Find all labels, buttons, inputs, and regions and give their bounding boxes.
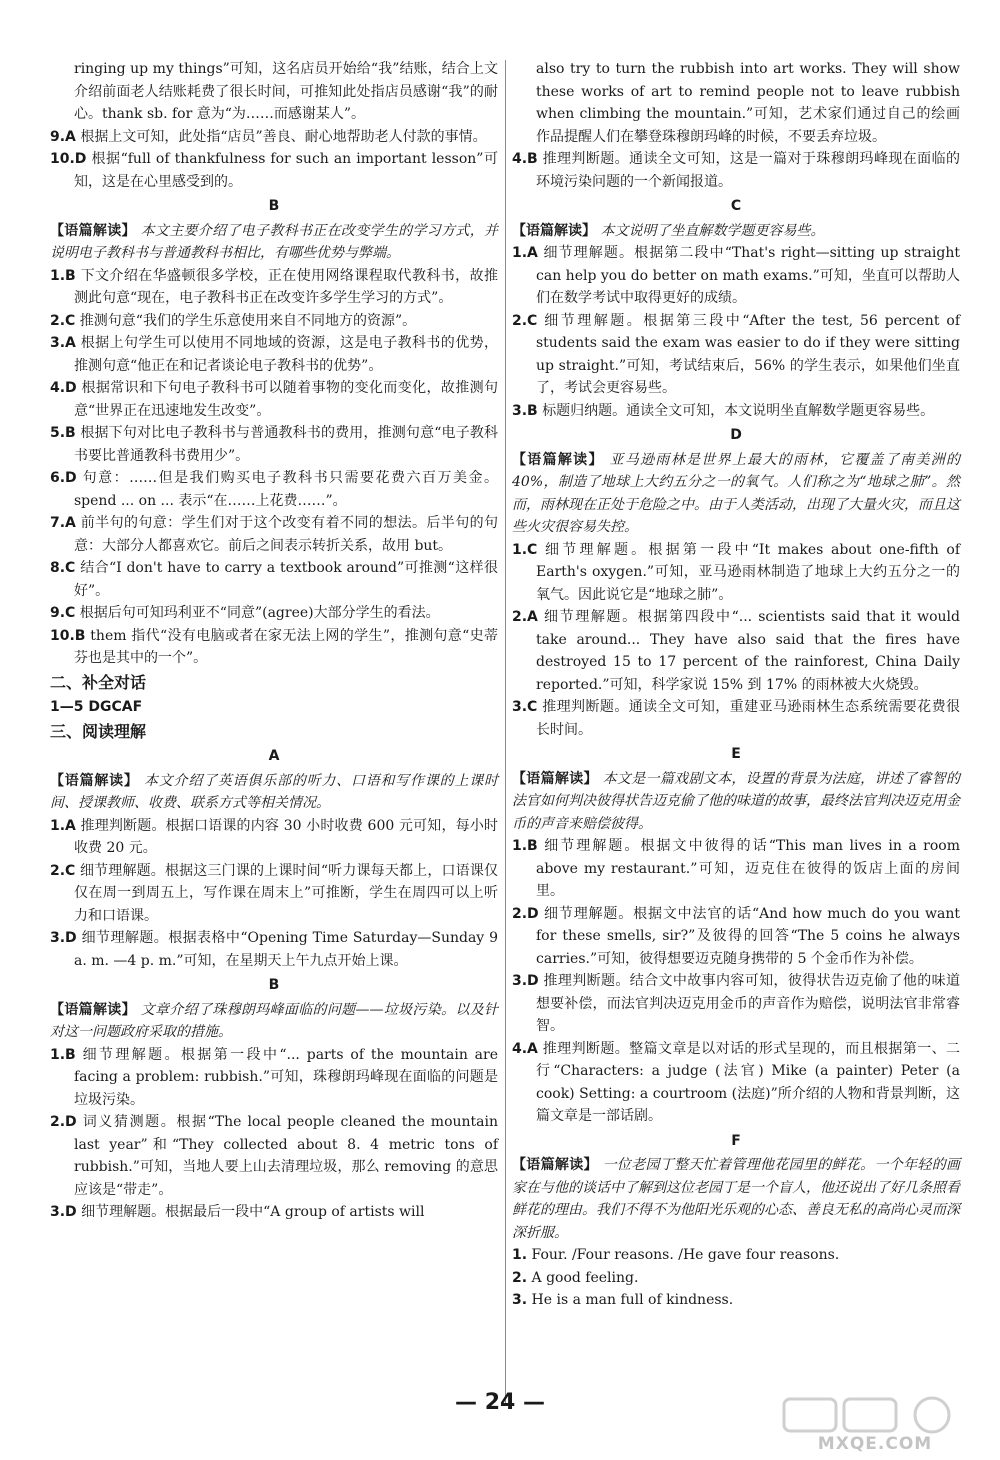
answer-number: 1.B — [512, 838, 538, 854]
summary-text: 亚马逊雨林是世界上最大的雨林，它覆盖了南美洲的 40%，制造了地球上大约五分之一的氧气。人们称之为“地球之肺”。然而，雨林现在正处于危险之中。由于人类活动，出现了大量火灾，而且这些火灾很容易失控。 — [512, 451, 961, 535]
section-title: F — [731, 1132, 741, 1149]
answer-text: 根据“full of thankfulness for such an important lesson”可知，这是在心里感受到的。 — [74, 151, 498, 190]
answer-item — [512, 1038, 960, 1128]
answer-number: 1.C — [512, 541, 538, 558]
answer-item — [50, 310, 498, 333]
answer-item — [512, 1244, 960, 1267]
answer-number: 3.D — [50, 930, 77, 946]
answer-text: 结合“I don't have to carry a textbook around”可推测“这样很好”。 — [74, 560, 498, 599]
answer-text: 推测句意“我们的学生乐意使用来自不同地方的资源”。 — [79, 312, 417, 329]
answer-item — [512, 696, 960, 741]
answer-item — [50, 332, 498, 377]
answer-text: 前半句的句意：学生们对于这个改变有着不同的想法。后半句的句意：大部分人都喜欢它。前后之间表示转折关系，故用 but。 — [74, 515, 499, 554]
summary-text: 本文是一篇戏剧文本，设置的背景为法庭，讲述了睿智的法官如何判决彼得状告迈克偷了他的味道的故事，最终法官判决迈克用金币的声音来赔偿彼得。 — [512, 770, 961, 832]
passage-summary — [512, 449, 960, 539]
answer-number: 1.A — [50, 817, 76, 834]
column-divider — [505, 60, 506, 1405]
answer-number: 2.D — [512, 905, 539, 922]
answer-text: 推理判断题。通读全文可知，这是一篇对于珠穆朗玛峰现在面临的环境污染问题的一个新闻报道。 — [536, 151, 960, 190]
answer-item — [50, 927, 498, 972]
right-column — [512, 58, 960, 1312]
left-column — [50, 58, 498, 1224]
answer-text: 推理判断题。通读全文可知，重建亚马逊雨林生态系统需要花费很长时间。 — [536, 699, 960, 738]
passage-summary — [50, 770, 498, 815]
answer-text: 词义猜测题。根据“The local people cleaned the mountain last year”和“They collected about 8. 4 metric tons of rubbish.”可知，当地人要上山去清理垃圾，那么 removing 的意思应该是“带走”。 — [74, 1114, 498, 1198]
answer-item — [512, 835, 960, 903]
answer-item — [512, 148, 960, 193]
passage-summary — [512, 1154, 960, 1244]
answer-text: 细节理解题。根据第三段中“After the test, 56 percent of students said the exam was easier to do if they were sitting up straight.”可知，考试结束后，56% 的学生表示，如果他们坐直了，考试会更容易些。 — [536, 312, 960, 396]
answer-number: 1. — [512, 1247, 528, 1263]
answer-text: Four. /Four reasons. /He gave four reasons. — [531, 1247, 840, 1263]
part-heading: 三、阅读理解 — [50, 721, 147, 741]
answer-item — [50, 265, 498, 310]
summary-tag: 【语篇解读】 — [50, 772, 139, 789]
answer-number: 1.A — [512, 245, 538, 261]
answer-number: 2. — [512, 1269, 528, 1286]
answer-number: 9.A — [50, 128, 76, 145]
answer-number: 9.C — [50, 605, 76, 621]
answer-number: 2.D — [50, 1114, 77, 1130]
answer-item — [50, 557, 498, 602]
answer-number: 3.D — [512, 973, 539, 989]
section-title: E — [731, 746, 741, 762]
summary-text: 本文主要介绍了电子教科书正在改变学生的学习方式，并说明电子教科书与普通教科书相比，有哪些优势与弊端。 — [50, 222, 499, 261]
answer-number: 2.C — [50, 862, 76, 879]
answer-item — [50, 1044, 498, 1112]
section-title: B — [268, 198, 280, 214]
answer-text: 根据下句对比电子教科书与普通教科书的费用，推测句意“电子教科书要比普通教科书费用少”。 — [74, 425, 499, 464]
answer-text: 根据上文可知，此处指“店员”善良、耐心地帮助老人付款的事情。 — [80, 128, 487, 145]
continued-text: ringing up my things”可知，这名店员开始给“我”结账，结合上文介绍前面老人结账耗费了很长时间，可推知此处指店员感谢“我”的耐心。thank sb. for 意为“为……而感谢某人”。 — [74, 61, 498, 122]
passage-summary — [50, 220, 498, 265]
summary-tag: 【语篇解读】 — [50, 1001, 136, 1018]
answer-text: 细节理解题。根据文中彼得的话“This man lives in a room above my restaurant.”可知，迈克住在彼得的饭店上面的房间里。 — [536, 838, 960, 899]
answer-number: 1.B — [50, 267, 76, 284]
summary-tag: 【语篇解读】 — [512, 770, 598, 787]
answer-number: 3. — [512, 1292, 528, 1308]
section-title: D — [730, 427, 742, 443]
answer-item — [512, 606, 960, 696]
answer-item — [512, 400, 960, 423]
section-title: B — [268, 977, 280, 993]
answer-item — [512, 539, 960, 607]
answer-number: 4.B — [512, 151, 538, 167]
answer-text: 细节理解题。根据第一段中“... parts of the mountain are facing a problem: rubbish.”可知，珠穆朗玛峰现在面临的问题是垃圾污染。 — [74, 1046, 499, 1108]
answer-number: 10.D — [50, 151, 87, 167]
answer-text: 根据常识和下句电子教科书可以随着事物的变化而变化，故推测句意“世界正在迅速地发生改变”。 — [74, 380, 498, 419]
answer-number: 4.D — [50, 380, 77, 396]
summary-text: 本文说明了坐直解数学题更容易些。 — [600, 222, 825, 239]
answer-item — [50, 815, 498, 860]
section-title: A — [268, 748, 280, 764]
answer-number: 4.A — [512, 1040, 538, 1057]
summary-text: 一位老园丁整天忙着管理他花园里的鲜花。一个年轻的画家在与他的谈话中了解到这位老园丁是一个盲人，他还说出了好几条照看鲜花的理由。我们不得不为他阳光乐观的心态、善良无私的高尚心灵而深深折服。 — [512, 1157, 961, 1241]
passage-summary — [50, 999, 498, 1044]
answer-item — [50, 467, 498, 512]
answer-text: 推理判断题。根据口语课的内容 30 小时收费 600 元可知，每小时收费 20 元。 — [74, 817, 498, 856]
answer-text: 细节理解题。根据这三门课的上课时间“听力课每天都上，口语课仅仅在周一到周五上，写作课在周末上”可推断，学生在周四可以上听力和口语课。 — [74, 862, 499, 924]
answer-number: 1.B — [50, 1046, 76, 1063]
answer-text: 细节理解题。根据文中法官的话“And how much do you want for these smells, sir?”及彼得的回答“The 5 coins he always carries.”可知，彼得想要迈克随身携带的 5 个金币作为补偿。 — [536, 905, 961, 967]
answer-number: 5.B — [50, 425, 76, 441]
answer-text: He is a man full of kindness. — [531, 1292, 734, 1308]
answer-item — [50, 625, 498, 670]
answer-text: 标题归纳题。通读全文可知，本文说明坐直解数学题更容易些。 — [542, 402, 935, 419]
answer-item — [50, 422, 498, 467]
answer-item — [50, 377, 498, 422]
answer-item — [512, 1267, 960, 1290]
answer-text: 推理判断题。整篇文章是以对话的形式呈现的，而且根据第一、二行“Characters: a judge (法官) Mike (a painter) Peter (a cook) Setting: a courtroom (法庭)”所介绍的人物和背景判断，这篇文章是一部话剧。 — [536, 1040, 961, 1124]
summary-text: 本文介绍了英语俱乐部的听力、口语和写作课的上课时间、授课教师、收费、联系方式等相关情况。 — [50, 772, 499, 811]
answer-item — [50, 860, 498, 928]
page-number: — 24 — — [455, 1390, 545, 1415]
answer-number: 8.C — [50, 560, 76, 576]
watermark-glyphs-icon — [780, 1395, 970, 1435]
answer-item — [50, 1201, 498, 1224]
answer-number: 3.D — [50, 1204, 77, 1220]
section-title: C — [730, 198, 742, 214]
answer-text: them 指代“没有电脑或者在家无法上网的学生”，推测句意“史蒂芬也是其中的一个”。 — [74, 627, 499, 666]
answer-item — [50, 1111, 498, 1201]
summary-tag: 【语篇解读】 — [50, 222, 136, 239]
summary-tag: 【语篇解读】 — [512, 1157, 598, 1173]
answer-text: 细节理解题。根据第四段中“... scientists said that it would take around... They have also said that the fires have destroyed 15 to 17 percent of the rainforest, China Daily reported.”可知，科学家说 15% 到 17% 的雨林被大火烧毁。 — [536, 609, 960, 693]
answer-text: 根据上句学生可以使用不同地域的资源，这是电子教科书的优势，推测句意“他正在和记者谈论电子教科书的优势”。 — [74, 335, 499, 374]
summary-tag: 【语篇解读】 — [512, 222, 596, 239]
answer-text: A good feeling. — [531, 1269, 639, 1286]
answer-item — [50, 602, 498, 625]
answer-item — [50, 126, 498, 149]
answer-text: 推理判断题。结合文中故事内容可知，彼得状告迈克偷了他的味道想要补偿，而法官判决迈克用金币的声音作为赔偿，说明法官非常睿智。 — [536, 973, 960, 1034]
answer-number: 3.B — [512, 402, 538, 419]
answer-item — [512, 1289, 960, 1312]
answer-item — [512, 242, 960, 310]
answer-item — [50, 512, 498, 557]
answer-item — [50, 148, 498, 193]
watermark-logo — [780, 1395, 970, 1455]
continued-text: also try to turn the rubbish into art works. They will show these works of art to remind people not to leave rubbish when climbing the mountain.”可知，艺术家们通过自己的绘画作品提醒人们在攀登珠穆朗玛峰的时候，不要丢弃垃圾。 — [536, 61, 960, 145]
part-heading: 二、补全对话 — [50, 672, 147, 692]
answer-text: 根据后句可知玛利亚不“同意”(agree)大部分学生的看法。 — [79, 605, 440, 621]
answer-text: 细节理解题。根据表格中“Opening Time Saturday—Sunday 9 a. m. —4 p. m.”可知，在星期天上午九点开始上课。 — [74, 930, 498, 969]
answer-item — [512, 903, 960, 971]
answer-text: 细节理解题。根据最后一段中“A group of artists will — [81, 1204, 425, 1220]
passage-summary — [512, 220, 960, 243]
summary-text: 文章介绍了珠穆朗玛峰面临的问题——垃圾污染。以及针对这一问题政府采取的措施。 — [50, 1001, 499, 1040]
answer-number: 10.B — [50, 627, 86, 644]
answer-number: 2.A — [512, 609, 538, 625]
answer-item — [512, 310, 960, 400]
watermark-text: MXQE.COM — [817, 1433, 933, 1454]
answer-number: 6.D — [50, 470, 77, 486]
answer-number: 2.C — [50, 312, 76, 329]
answer-text: 句意：……但是我们购买电子教科书只需要花费六百万美金。spend ... on ... 表示“在……上花费……”。 — [74, 470, 499, 509]
answer-number: 2.C — [512, 312, 538, 329]
answer-number: 7.A — [50, 515, 76, 531]
answer-text: 细节理解题。根据第一段中“It makes about one-fifth of Earth's oxygen.”可知，亚马逊雨林制造了地球上大约五分之一的氧气。因此说它是“地球之肺”。 — [536, 541, 960, 603]
answer-text: 细节理解题。根据第二段中“That's right—sitting up straight can help you do better on math exams.”可知，坐直可以帮助人们在数学考试中取得更好的成绩。 — [536, 245, 960, 306]
dialogue-answers: 1—5 DGCAF — [50, 699, 143, 715]
summary-tag: 【语篇解读】 — [512, 451, 604, 468]
passage-summary — [512, 768, 960, 836]
answer-number: 3.A — [50, 335, 76, 351]
answer-number: 3.C — [512, 699, 538, 715]
answer-item — [512, 970, 960, 1038]
answer-text: 下文介绍在华盛顿很多学校，正在使用网络课程取代教科书，故推测此句意“现在，电子教科书正在改变许多学生学习的方式”。 — [74, 267, 498, 306]
